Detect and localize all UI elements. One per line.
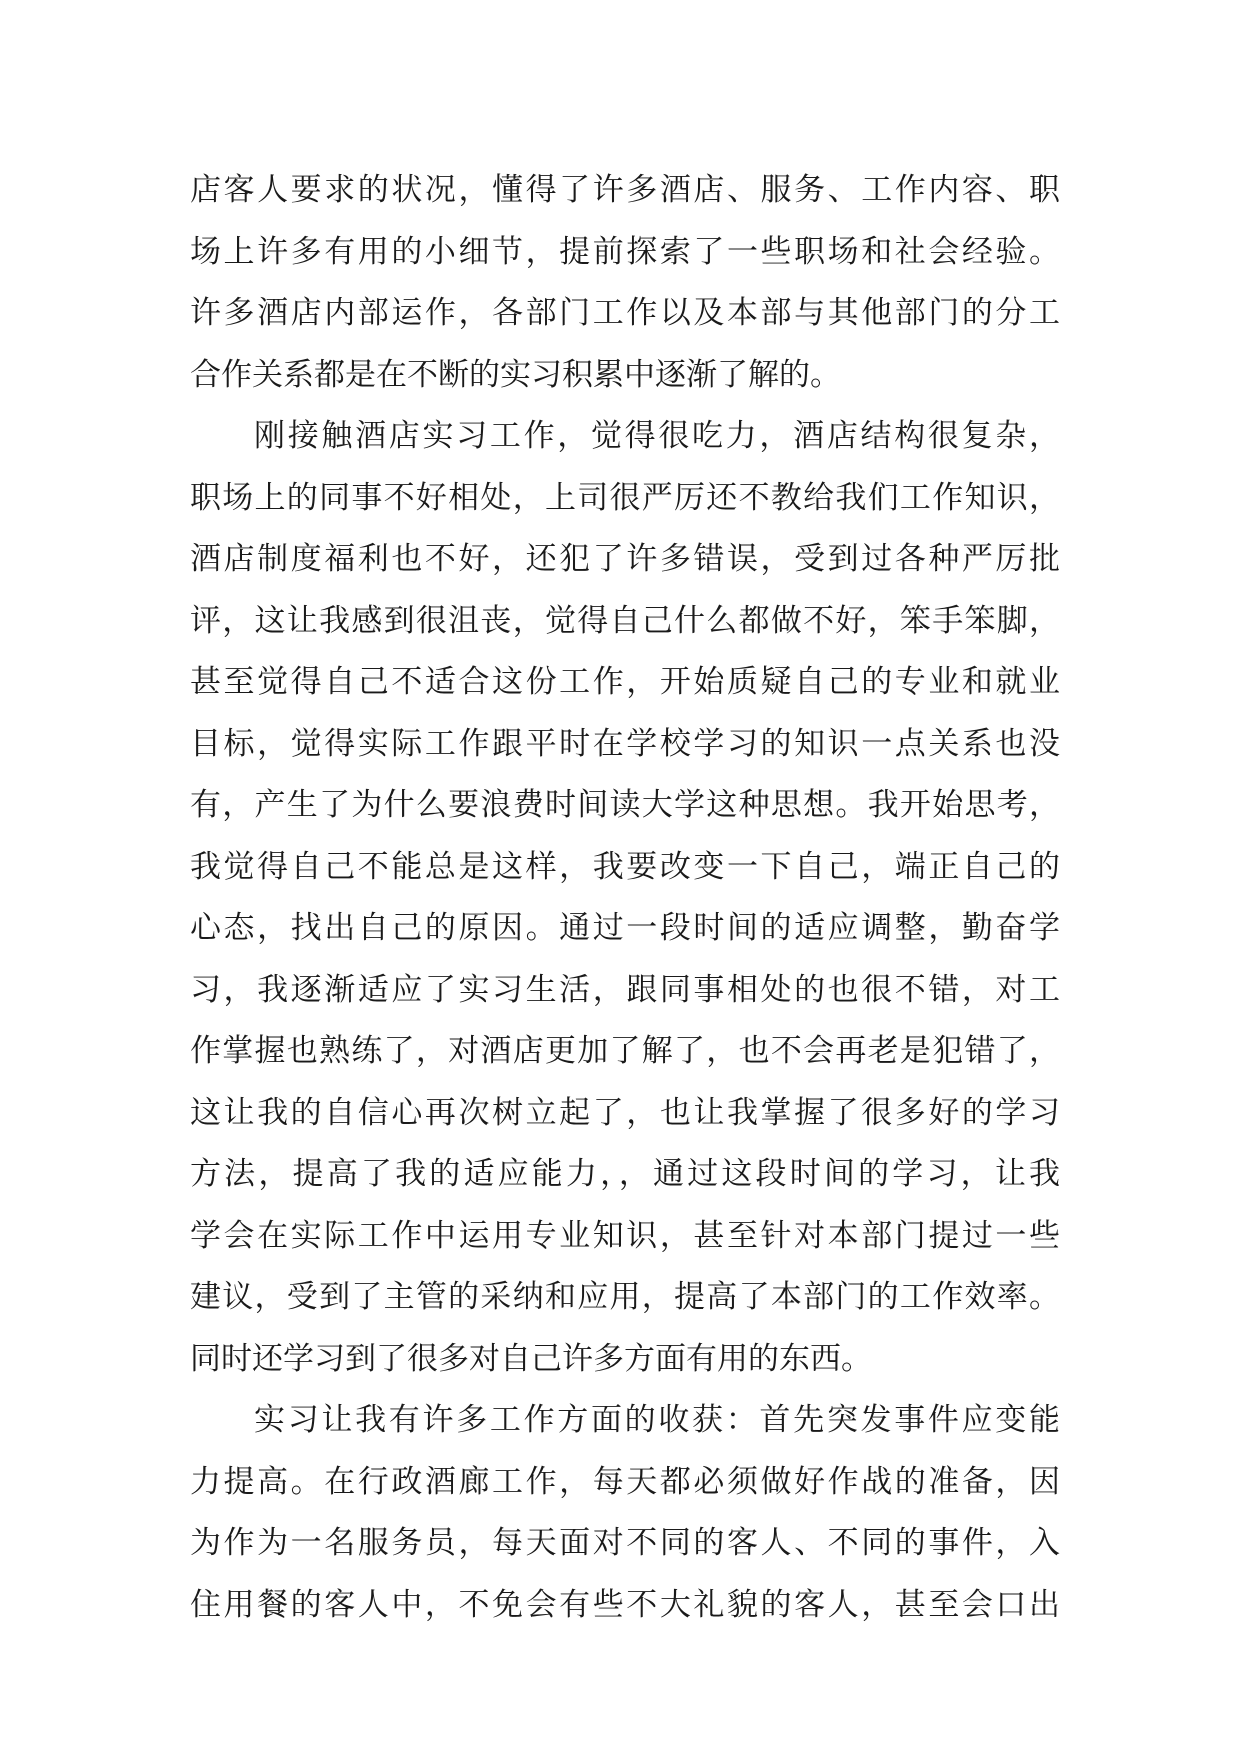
text-line: 方法，提高了我的适应能力，，通过这段时间的学习，让我: [190, 1156, 1060, 1192]
text-line: 建议，受到了主管的采纳和应用，提高了本部门的工作效率。: [190, 1279, 1060, 1315]
text-line: 住用餐的客人中，不免会有些不大礼貌的客人，甚至会口出: [190, 1586, 1060, 1623]
text-line: 酒店制度福利也不好，还犯了许多错误，受到过各种严厉批: [190, 541, 1060, 577]
text-line: 我觉得自己不能总是这样，我要改变一下自己，端正自己的: [190, 848, 1060, 885]
text-line: 力提高。在行政酒廊工作，每天都必须做好作战的准备，因: [190, 1463, 1060, 1500]
body-text: [190, 160, 1060, 1636]
text-line: 学会在实际工作中运用专业知识，甚至针对本部门提过一些: [190, 1217, 1060, 1254]
paragraph-start-line: 实习让我有许多工作方面的收获：首先突发事件应变能: [254, 1402, 1060, 1438]
paragraph-start-line: 刚接触酒店实习工作，觉得很吃力，酒店结构很复杂，: [254, 418, 1060, 454]
text-line: 同时还学习到了很多对自己许多方面有用的东西。: [190, 1340, 872, 1377]
text-line: 许多酒店内部运作，各部门工作以及本部与其他部门的分工: [190, 295, 1060, 331]
text-line: 目标，觉得实际工作跟平时在学校学习的知识一点关系也没: [190, 725, 1060, 762]
text-line: 心态，找出自己的原因。通过一段时间的适应调整，勤奋学: [190, 910, 1060, 946]
text-line: 有，产生了为什么要浪费时间读大学这种思想。我开始思考，: [190, 787, 1060, 823]
text-line: 场上许多有用的小细节，提前探索了一些职场和社会经验。: [190, 233, 1060, 270]
text-line: 甚至觉得自己不适合这份工作，开始质疑自己的专业和就业: [190, 664, 1060, 700]
text-line: 作掌握也熟练了，对酒店更加了解了，也不会再老是犯错了，: [190, 1033, 1060, 1069]
text-line: 职场上的同事不好相处，上司很严厉还不教给我们工作知识，: [190, 479, 1060, 516]
text-line: 习，我逐渐适应了实习生活，跟同事相处的也很不错，对工: [190, 971, 1060, 1008]
text-line: 为作为一名服务员，每天面对不同的客人、不同的事件，入: [190, 1525, 1060, 1561]
text-line: 合作关系都是在不断的实习积累中逐渐了解的。: [190, 356, 841, 393]
text-line: 这让我的自信心再次树立起了，也让我掌握了很多好的学习: [190, 1094, 1060, 1131]
text-line: 店客人要求的状况，懂得了许多酒店、服务、工作内容、职: [190, 172, 1060, 208]
text-line: 评，这让我感到很沮丧，觉得自己什么都做不好，笨手笨脚，: [190, 602, 1060, 639]
